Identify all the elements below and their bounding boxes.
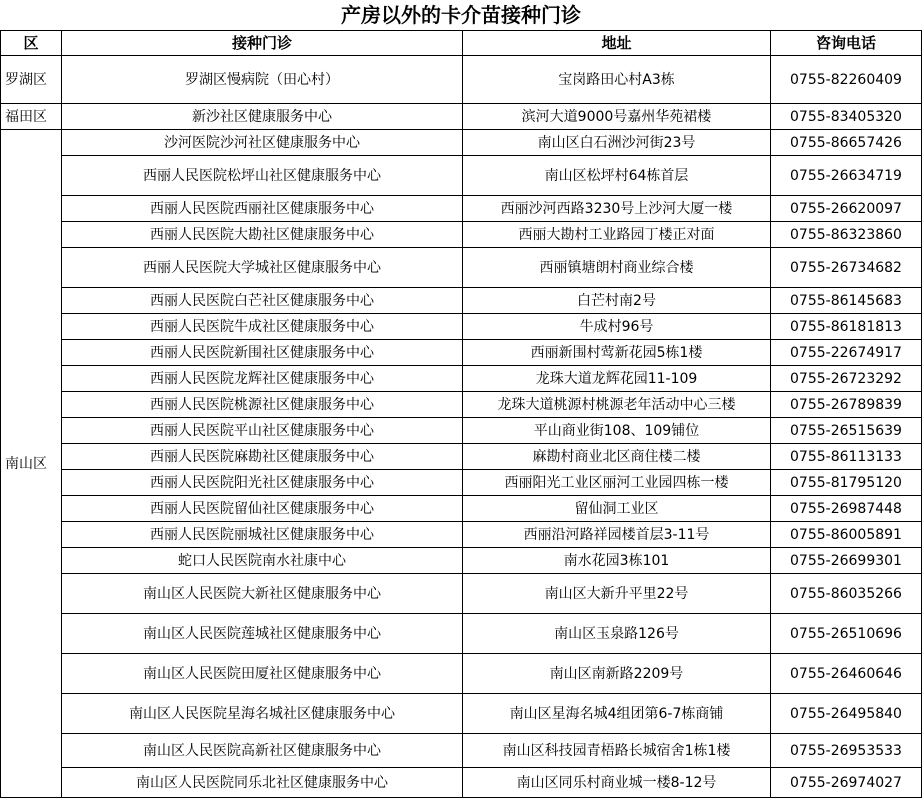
district-cell: 罗湖区: [1, 56, 62, 104]
phone-cell: 0755-82260409: [771, 56, 922, 104]
table-row: [1, 614, 922, 654]
table-row: [1, 654, 922, 694]
address-cell: 西丽镇塘朗村商业综合楼: [463, 248, 771, 288]
clinic-cell: 西丽人民医院桃源社区健康服务中心: [62, 392, 463, 418]
district-cell: 福田区: [1, 104, 62, 130]
clinic-cell: 西丽人民医院麻勘社区健康服务中心: [62, 444, 463, 470]
table-row: [1, 392, 922, 418]
phone-cell: 0755-22674917: [771, 340, 922, 366]
table-row: [1, 548, 922, 574]
clinic-cell: 新沙社区健康服务中心: [62, 104, 463, 130]
clinic-cell: 南山区人民医院莲城社区健康服务中心: [62, 614, 463, 654]
address-cell: 南山区玉泉路126号: [463, 614, 771, 654]
address-cell: 南山区南新路2209号: [463, 654, 771, 694]
table-row: [1, 314, 922, 340]
header-district: 区: [1, 31, 62, 56]
clinic-cell: 西丽人民医院平山社区健康服务中心: [62, 418, 463, 444]
table-row: [1, 288, 922, 314]
phone-cell: 0755-26699301: [771, 548, 922, 574]
clinic-cell: 西丽人民医院留仙社区健康服务中心: [62, 496, 463, 522]
address-cell: 西丽阳光工业区丽河工业园四栋一楼: [463, 470, 771, 496]
address-cell: 牛成村96号: [463, 314, 771, 340]
address-cell: 南水花园3栋101: [463, 548, 771, 574]
table-row: [1, 734, 922, 768]
clinic-cell: 西丽人民医院松坪山社区健康服务中心: [62, 156, 463, 196]
phone-cell: 0755-86145683: [771, 288, 922, 314]
clinic-cell: 沙河医院沙河社区健康服务中心: [62, 130, 463, 156]
clinic-cell: 南山区人民医院田厦社区健康服务中心: [62, 654, 463, 694]
phone-cell: 0755-26460646: [771, 654, 922, 694]
phone-cell: 0755-81795120: [771, 470, 922, 496]
phone-cell: 0755-26495840: [771, 694, 922, 734]
clinic-cell: 西丽人民医院牛成社区健康服务中心: [62, 314, 463, 340]
phone-cell: 0755-26974027: [771, 768, 922, 798]
table-row: [1, 418, 922, 444]
clinic-cell: 西丽人民医院白芒社区健康服务中心: [62, 288, 463, 314]
clinic-cell: 西丽人民医院龙辉社区健康服务中心: [62, 366, 463, 392]
page-title: 产房以外的卡介苗接种门诊: [341, 3, 581, 27]
address-cell: 龙珠大道龙辉花园11-109: [463, 366, 771, 392]
address-cell: 西丽沿河路祥园楼首层3-11号: [463, 522, 771, 548]
address-cell: 平山商业街108、109铺位: [463, 418, 771, 444]
address-cell: 宝岗路田心村A3栋: [463, 56, 771, 104]
table-row: [1, 574, 922, 614]
table-row: [1, 366, 922, 392]
phone-cell: 0755-83405320: [771, 104, 922, 130]
district-cell: 南山区: [1, 130, 62, 798]
clinic-cell: 南山区人民医院大新社区健康服务中心: [62, 574, 463, 614]
clinic-cell: 南山区人民医院同乐北社区健康服务中心: [62, 768, 463, 798]
table-row: [1, 156, 922, 196]
address-cell: 南山区大新升平里22号: [463, 574, 771, 614]
clinic-cell: 南山区人民医院高新社区健康服务中心: [62, 734, 463, 768]
address-cell: 南山区星海名城4组团第6-7栋商铺: [463, 694, 771, 734]
address-cell: 留仙洞工业区: [463, 496, 771, 522]
address-cell: 滨河大道9000号嘉州华苑裙楼: [463, 104, 771, 130]
table-row: [1, 694, 922, 734]
header-phone: 咨询电话: [771, 31, 922, 56]
clinic-cell: 西丽人民医院阳光社区健康服务中心: [62, 470, 463, 496]
clinic-cell: 西丽人民医院丽城社区健康服务中心: [62, 522, 463, 548]
clinic-cell: 西丽人民医院大学城社区健康服务中心: [62, 248, 463, 288]
table-row: [1, 768, 922, 798]
clinic-cell: 西丽人民医院大勘社区健康服务中心: [62, 222, 463, 248]
table-row: [1, 222, 922, 248]
table-row: [1, 444, 922, 470]
phone-cell: 0755-26634719: [771, 156, 922, 196]
address-cell: 西丽沙河西路3230号上沙河大厦一楼: [463, 196, 771, 222]
clinic-cell: 南山区人民医院星海名城社区健康服务中心: [62, 694, 463, 734]
table-header-row: [1, 31, 922, 56]
address-cell: 西丽大勘村工业路园丁楼正对面: [463, 222, 771, 248]
address-cell: 龙珠大道桃源村桃源老年活动中心三楼: [463, 392, 771, 418]
address-cell: 南山区白石洲沙河街23号: [463, 130, 771, 156]
clinic-cell: 蛇口人民医院南水社康中心: [62, 548, 463, 574]
table-row: [1, 104, 922, 130]
table-row: [1, 470, 922, 496]
address-cell: 南山区松坪村64栋首层: [463, 156, 771, 196]
phone-cell: 0755-26620097: [771, 196, 922, 222]
table-row: [1, 248, 922, 288]
header-address: 地址: [463, 31, 771, 56]
table-row: [1, 56, 922, 104]
header-clinic: 接种门诊: [62, 31, 463, 56]
phone-cell: 0755-26723292: [771, 366, 922, 392]
phone-cell: 0755-86323860: [771, 222, 922, 248]
clinic-cell: 西丽人民医院西丽社区健康服务中心: [62, 196, 463, 222]
clinic-table: [0, 30, 922, 798]
phone-cell: 0755-26734682: [771, 248, 922, 288]
table-row: [1, 130, 922, 156]
table-row: [1, 196, 922, 222]
address-cell: 麻勘村商业北区商住楼二楼: [463, 444, 771, 470]
table-row: [1, 496, 922, 522]
address-cell: 南山区同乐村商业城一楼8-12号: [463, 768, 771, 798]
table-row: [1, 522, 922, 548]
phone-cell: 0755-86005891: [771, 522, 922, 548]
phone-cell: 0755-26515639: [771, 418, 922, 444]
phone-cell: 0755-26510696: [771, 614, 922, 654]
address-cell: 西丽新围村莺新花园5栋1楼: [463, 340, 771, 366]
phone-cell: 0755-86113133: [771, 444, 922, 470]
phone-cell: 0755-86181813: [771, 314, 922, 340]
phone-cell: 0755-26953533: [771, 734, 922, 768]
clinic-cell: 西丽人民医院新围社区健康服务中心: [62, 340, 463, 366]
phone-cell: 0755-26789839: [771, 392, 922, 418]
address-cell: 白芒村南2号: [463, 288, 771, 314]
table-row: [1, 340, 922, 366]
clinic-cell: 罗湖区慢病院（田心村）: [62, 56, 463, 104]
phone-cell: 0755-86657426: [771, 130, 922, 156]
phone-cell: 0755-86035266: [771, 574, 922, 614]
address-cell: 南山区科技园青梧路长城宿舍1栋1楼: [463, 734, 771, 768]
phone-cell: 0755-26987448: [771, 496, 922, 522]
